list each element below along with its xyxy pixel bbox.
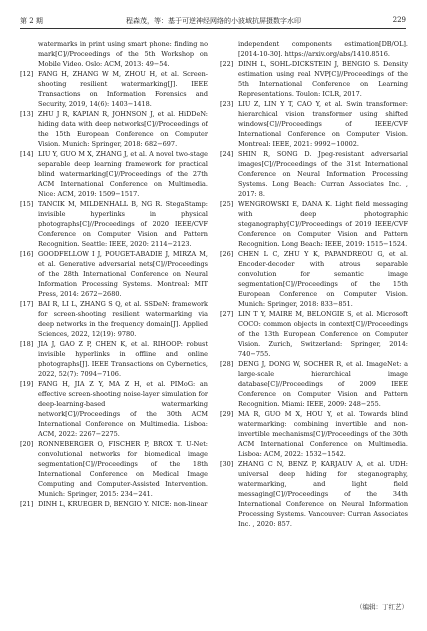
reference-number: [15] xyxy=(20,200,34,208)
reference-entry xyxy=(20,339,208,379)
reference-text: DENG J, DONG W, SOCHER R, et al. ImageNet: a large-scale hierarchical image database[C]//Proceedings of 2009 IEEE Conference on Computer Vision and Pattern Recognition. Miami: IEEE, 2009: 248−255. xyxy=(238,360,408,408)
reference-text: GOODFELLOW I J, POUGET-ABADIE J, MIRZA M, et al. Generative adversarial nets[C]//Proceedings of the 28th International Conference on Neural Information Processing Systems. Montreal: MIT Press, 2014: 2672−2680. xyxy=(38,250,208,298)
reference-text: CHEN L C, ZHU Y K, PAPANDREOU G, et al. Encoder-decoder with atrous separable convolution for semantic image segmentation[C]//Proceedings of the 15th European Conference on Computer Vision. Munich: Springer, 2018: 833−851. xyxy=(238,250,408,308)
reference-entry xyxy=(220,149,408,199)
reference-number: [12] xyxy=(20,70,34,78)
reference-text: MA R, GUO M X, HOU Y, et al. Towards blind watermarking: combining invertible and non-invertible mechanisms[C]//Proceedings of the 30th ACM International Conference on Multimedia. Lisboa: ACM, 2022: 1532−1542. xyxy=(238,410,408,458)
reference-number: [19] xyxy=(20,380,34,388)
reference-entry xyxy=(220,39,408,59)
reference-number: [28] xyxy=(220,360,234,368)
reference-number: [13] xyxy=(20,110,34,118)
reference-text: JIA J, GAO Z P, CHEN K, et al. RIHOOP: robust invisible hyperlinks in offline and online photographs[J]. IEEE Transactions on Cybernetics, 2022, 52(7): 7094−7106. xyxy=(38,340,208,378)
reference-text: ZHU J R, KAPIAN R, JOHNSON J, et al. HiDDeN: hiding data with deep networks[C]//Proceedings of the 15th European Conference on Computer Vision. Munich: Springer, 2018: 682−697. xyxy=(38,110,208,148)
page-number: 229 xyxy=(392,16,406,24)
reference-entry xyxy=(20,199,208,249)
reference-entry xyxy=(20,39,208,69)
reference-text: LIN T Y, MAIRE M, BELONGIE S, et al. Microsoft COCO: common objects in context[C]//Proceedings of the 13th European Conference on Computer Vision. Zurich, Switzerland: Springer, 2014: 740−755. xyxy=(238,310,408,358)
reference-entry xyxy=(20,149,208,199)
reference-entry xyxy=(220,249,408,309)
reference-number: [23] xyxy=(220,100,234,108)
editor-note: （编辑：丁红艺） xyxy=(356,603,408,611)
reference-text: independent components estimation[DB/OL]. [2014-10-30]. https://arxiv.org/abs/1410.8516. xyxy=(238,40,408,58)
reference-text: FANG H, ZHANG W M, ZHOU H, et al. Screen-shooting resilient watermarking[J]. IEEE Transactions on Information Forensics and Security, 2019, 14(6): 1403−1418. xyxy=(38,70,208,108)
reference-text: LIU Y, GUO M X, ZHANG J, et al. A novel two-stage separable deep learning framework for practical blind watermarking[C]//Proceedings of the 27th ACM International Conference on Multimedia. Nice: ACM, 2019: 1509−1517. xyxy=(38,150,208,198)
reference-entry xyxy=(20,499,208,509)
reference-number: [20] xyxy=(20,440,34,448)
reference-number: [17] xyxy=(20,300,34,308)
left-column xyxy=(20,39,208,607)
reference-entry xyxy=(220,99,408,149)
reference-text: WENGROWSKI E, DANA K. Light field messaging with deep photographic steganography[C]//Proceedings of 2019 IEEE/CVF Conference on Computer Vision and Pattern Recognition. Long Beach: IEEE, 2019: 1515−1524. xyxy=(238,200,408,248)
reference-entry xyxy=(20,379,208,439)
reference-text: BAI R, LI L, ZHANG S Q, et al. SSDeN: framework for screen-shooting resilient watermarking via deep networks in the frequency domain[J]. Applied Sciences, 2022, 12(19): 9780. xyxy=(38,300,208,338)
reference-list xyxy=(20,39,408,607)
reference-entry xyxy=(20,249,208,299)
reference-number: [16] xyxy=(20,250,34,258)
reference-entry xyxy=(220,309,408,359)
reference-number: [30] xyxy=(220,460,234,468)
reference-number: [24] xyxy=(220,150,234,158)
running-title: 程森茂，等：基于可逆神经网络的小波域抗屏摄数字水印 xyxy=(126,17,301,25)
reference-text: ZHANG C N, BENZ P, KARJAUV A, et al. UDH: universal deep hiding for steganography, watermarking, and light field messaging[C]//Proceedings of the 34th International Conference on Neural Information Processing Systems. Vancouver: Curran Associates Inc. , 2020: 857. xyxy=(238,460,408,528)
reference-number: [22] xyxy=(220,60,234,68)
reference-text: DINH L, SOHL-DICKSTEIN J, BENGIO S. Density estimation using real NVP[C]//Proceedings of the 5th International Conference on Learning Representations. Toulon: ICLR, 2017. xyxy=(238,60,408,98)
reference-number: [25] xyxy=(220,200,234,208)
reference-number: [14] xyxy=(20,150,34,158)
reference-number: [21] xyxy=(20,500,34,508)
reference-number: [18] xyxy=(20,340,34,348)
reference-text: FANG H, JIA Z Y, MA Z H, et al. PIMoG: an effective screen-shooting noise-layer simulation for deep-learning-based watermarking network[C]//Proceedings of the 30th ACM International Conference on Multimedia. Lisboa: ACM, 2022: 2267−2275. xyxy=(38,380,208,438)
reference-entry xyxy=(220,359,408,409)
reference-entry xyxy=(20,69,208,109)
reference-entry xyxy=(20,299,208,339)
reference-entry xyxy=(20,109,208,149)
running-header xyxy=(0,0,427,34)
header-rule xyxy=(20,28,406,29)
reference-text: RONNEBERGER O, FISCHER P, BROX T. U-Net: convolutional networks for biomedical image segmentation[C]//Proceedings of the 18th International Conference on Medical Image Computing and Computer-Assisted Intervention. Munich: Springer, 2015: 234−241. xyxy=(38,440,208,498)
reference-entry xyxy=(220,199,408,249)
reference-text: LIU Z, LIN Y T, CAO Y, et al. Swin transformer: hierarchical vision transformer using shifted windows[C]//Proceedings of IEEE/CVF International Conference on Computer Vision. Montreal: IEEE, 2021: 9992−10002. xyxy=(238,100,408,148)
issue-label: 第 2 期 xyxy=(20,17,43,25)
reference-text: TANCIK M, MILDENHALL B, NG R. StegaStamp: invisible hyperlinks in physical photographs[C]//Proceedings of 2020 IEEE/CVF Conference on Computer Vision and Pattern Recognition. Seattle: IEEE, 2020: 2114−2123. xyxy=(38,200,208,248)
reference-text: watermarks in print using smart phone: finding no mark[C]//Proceedings of the 5th Workshop on Mobile Video. Oslo: ACM, 2013: 49−54. xyxy=(38,40,208,68)
right-column xyxy=(220,39,408,607)
reference-number: [29] xyxy=(220,410,234,418)
reference-entry xyxy=(20,439,208,499)
reference-entry xyxy=(220,59,408,99)
reference-entry xyxy=(220,459,408,529)
reference-text: SHIN R, SONG D. Jpeg-resistant adversarial images[C]//Proceedings of the 31st International Conference on Neural Information Processing Systems. Long Beach: Curran Associates Inc. , 2017: 8. xyxy=(238,150,408,198)
reference-number: [26] xyxy=(220,250,234,258)
reference-number: [27] xyxy=(220,310,234,318)
reference-text: DINH L, KRUEGER D, BENGIO Y. NICE: non-linear xyxy=(38,500,208,508)
reference-entry xyxy=(220,409,408,459)
